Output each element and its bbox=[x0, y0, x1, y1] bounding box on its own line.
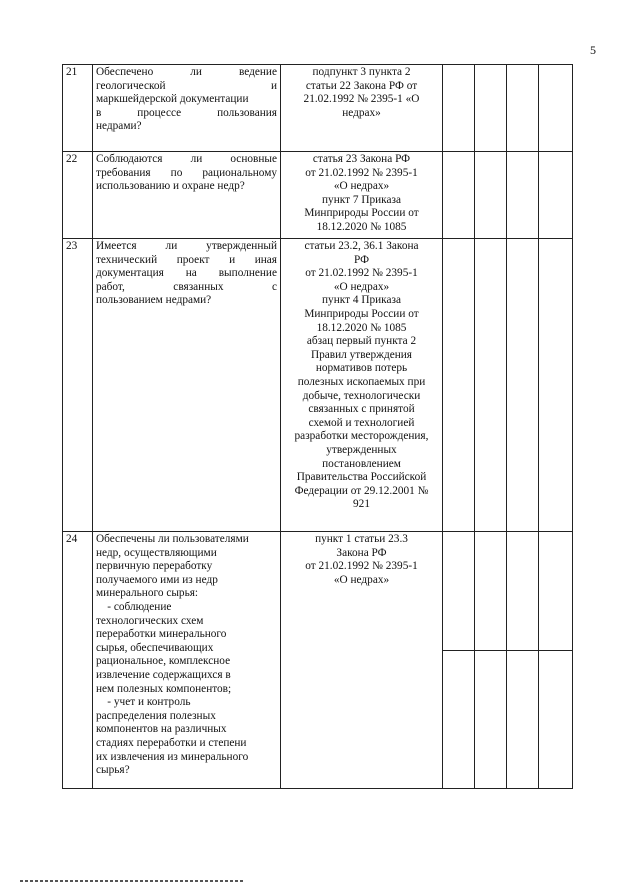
basis-line: связанных с принятой bbox=[308, 403, 415, 416]
basis-line: 921 bbox=[353, 498, 370, 511]
question-line: документация на выполнение bbox=[96, 267, 277, 280]
basis-line: Правительства Российской bbox=[296, 471, 427, 484]
question-line: сырья? bbox=[96, 764, 130, 777]
basis-line: Минприроды России от bbox=[304, 207, 419, 220]
basis-line: недрах» bbox=[342, 106, 381, 119]
basis-line: от 21.02.1992 № 2395-1 bbox=[305, 267, 418, 280]
answer-cell-note[interactable] bbox=[539, 532, 573, 651]
answer-cell-yes[interactable] bbox=[443, 532, 475, 651]
question-line: работ, связанных с bbox=[96, 280, 277, 293]
question-line: нем полезных компонентов; bbox=[96, 682, 232, 695]
question-line: первичную переработку bbox=[96, 560, 213, 573]
question-line: их извлечения из минерального bbox=[96, 750, 249, 763]
legal-basis bbox=[281, 532, 443, 789]
question-line: использованию и охране недр? bbox=[96, 180, 245, 193]
requirement-question bbox=[93, 152, 281, 239]
question-line: технический проект и иная bbox=[96, 253, 277, 266]
question-line: распределения полезных bbox=[96, 709, 216, 722]
basis-line: утвержденных bbox=[326, 443, 397, 456]
basis-line: пункт 4 Приказа bbox=[322, 294, 401, 307]
basis-line: от 21.02.1992 № 2395-1 bbox=[305, 560, 418, 573]
table-row bbox=[63, 239, 573, 532]
basis-line: статья 23 Закона РФ bbox=[312, 153, 411, 165]
answer-cell-note[interactable] bbox=[539, 239, 573, 532]
answer-cell-yes[interactable] bbox=[443, 651, 475, 789]
answer-cell-note[interactable] bbox=[539, 65, 573, 152]
question-line: недрами? bbox=[96, 120, 142, 133]
page-number: 5 bbox=[590, 43, 596, 57]
answer-cell-no[interactable] bbox=[475, 239, 507, 532]
requirement-question bbox=[93, 532, 281, 789]
basis-line: 18.12.2020 № 1085 bbox=[316, 220, 407, 233]
basis-line: 18.12.2020 № 1085 bbox=[316, 321, 407, 334]
answer-cell-na[interactable] bbox=[507, 532, 539, 651]
question-line: технологических схем bbox=[96, 614, 204, 627]
basis-line: 21.02.1992 № 2395-1 «О bbox=[303, 93, 420, 106]
question-line: сырья, обеспечивающих bbox=[96, 641, 214, 654]
answer-cell-na[interactable] bbox=[507, 65, 539, 152]
question-line: недр, осуществляющими bbox=[96, 546, 217, 559]
table-row bbox=[63, 65, 573, 152]
question-line: получаемого ими из недр bbox=[96, 573, 218, 586]
requirement-question bbox=[93, 239, 281, 532]
question-line: Имеется ли утвержденный bbox=[96, 240, 277, 252]
answer-cell-yes[interactable] bbox=[443, 152, 475, 239]
checklist-table bbox=[62, 64, 573, 789]
question-line: компонентов на различных bbox=[96, 723, 227, 736]
question-line: в процессе пользования bbox=[96, 106, 277, 119]
legal-basis bbox=[281, 152, 443, 239]
question-line: Обеспечено ли ведение bbox=[96, 66, 277, 78]
basis-line: подпункт 3 пункта 2 bbox=[312, 66, 411, 78]
answer-cell-na[interactable] bbox=[507, 152, 539, 239]
row-number: 21 bbox=[63, 65, 93, 152]
basis-line: статьи 23.2, 36.1 Закона bbox=[304, 240, 419, 252]
basis-line: разработки месторождения, bbox=[294, 430, 429, 443]
basis-line: РФ bbox=[353, 253, 369, 266]
question-line: пользованием недрами? bbox=[96, 294, 212, 307]
row-number: 23 bbox=[63, 239, 93, 532]
row-number: 22 bbox=[63, 152, 93, 239]
question-line: извлечение содержащихся в bbox=[96, 668, 231, 681]
basis-line: нормативов потерь bbox=[315, 362, 408, 375]
table-row bbox=[63, 532, 573, 651]
legal-basis bbox=[281, 239, 443, 532]
basis-line: Минприроды России от bbox=[304, 307, 419, 320]
answer-cell-no[interactable] bbox=[475, 651, 507, 789]
basis-line: добыче, технологически bbox=[302, 389, 421, 402]
row-number: 24 bbox=[63, 532, 93, 789]
basis-line: статьи 22 Закона РФ от bbox=[305, 79, 418, 92]
question-line: - учет и контроль bbox=[96, 696, 191, 709]
answer-cell-note[interactable] bbox=[539, 651, 573, 789]
basis-line: схемой и технологией bbox=[308, 416, 415, 429]
basis-line: «О недрах» bbox=[333, 573, 390, 586]
basis-line: пункт 7 Приказа bbox=[322, 193, 401, 206]
question-line: минерального сырья: bbox=[96, 587, 199, 600]
answer-cell-no[interactable] bbox=[475, 152, 507, 239]
basis-line: Закона РФ bbox=[336, 546, 387, 559]
question-line: стадиях переработки и степени bbox=[96, 736, 247, 749]
answer-cell-yes[interactable] bbox=[443, 65, 475, 152]
answer-cell-no[interactable] bbox=[475, 65, 507, 152]
answer-cell-na[interactable] bbox=[507, 239, 539, 532]
basis-line: Правил утверждения bbox=[310, 348, 413, 361]
requirement-question bbox=[93, 65, 281, 152]
question-line: Обеспечены ли пользователями bbox=[96, 533, 249, 545]
basis-line: пункт 1 статьи 23.3 bbox=[315, 533, 408, 545]
basis-line: постановлением bbox=[322, 457, 401, 470]
basis-line: абзац первый пункта 2 bbox=[306, 335, 417, 348]
answer-cell-no[interactable] bbox=[475, 532, 507, 651]
question-line: геологической и bbox=[96, 79, 277, 92]
question-line: маркшейдерской документации bbox=[96, 93, 249, 106]
basis-line: «О недрах» bbox=[333, 280, 390, 293]
basis-line: от 21.02.1992 № 2395-1 bbox=[305, 166, 418, 179]
question-line: переработки минерального bbox=[96, 628, 227, 641]
answer-cell-note[interactable] bbox=[539, 152, 573, 239]
basis-line: полезных ископаемых при bbox=[297, 375, 426, 388]
question-line: требования по рациональному bbox=[96, 166, 277, 179]
table-row bbox=[63, 152, 573, 239]
answer-cell-na[interactable] bbox=[507, 651, 539, 789]
answer-cell-yes[interactable] bbox=[443, 239, 475, 532]
question-line: рациональное, комплексное bbox=[96, 655, 231, 668]
basis-line: «О недрах» bbox=[333, 180, 390, 193]
footer-scan-mark bbox=[20, 880, 245, 882]
basis-line: Федерации от 29.12.2001 № bbox=[294, 484, 429, 497]
question-line: Соблюдаются ли основные bbox=[96, 153, 277, 165]
legal-basis bbox=[281, 65, 443, 152]
question-line: - соблюдение bbox=[96, 600, 172, 613]
